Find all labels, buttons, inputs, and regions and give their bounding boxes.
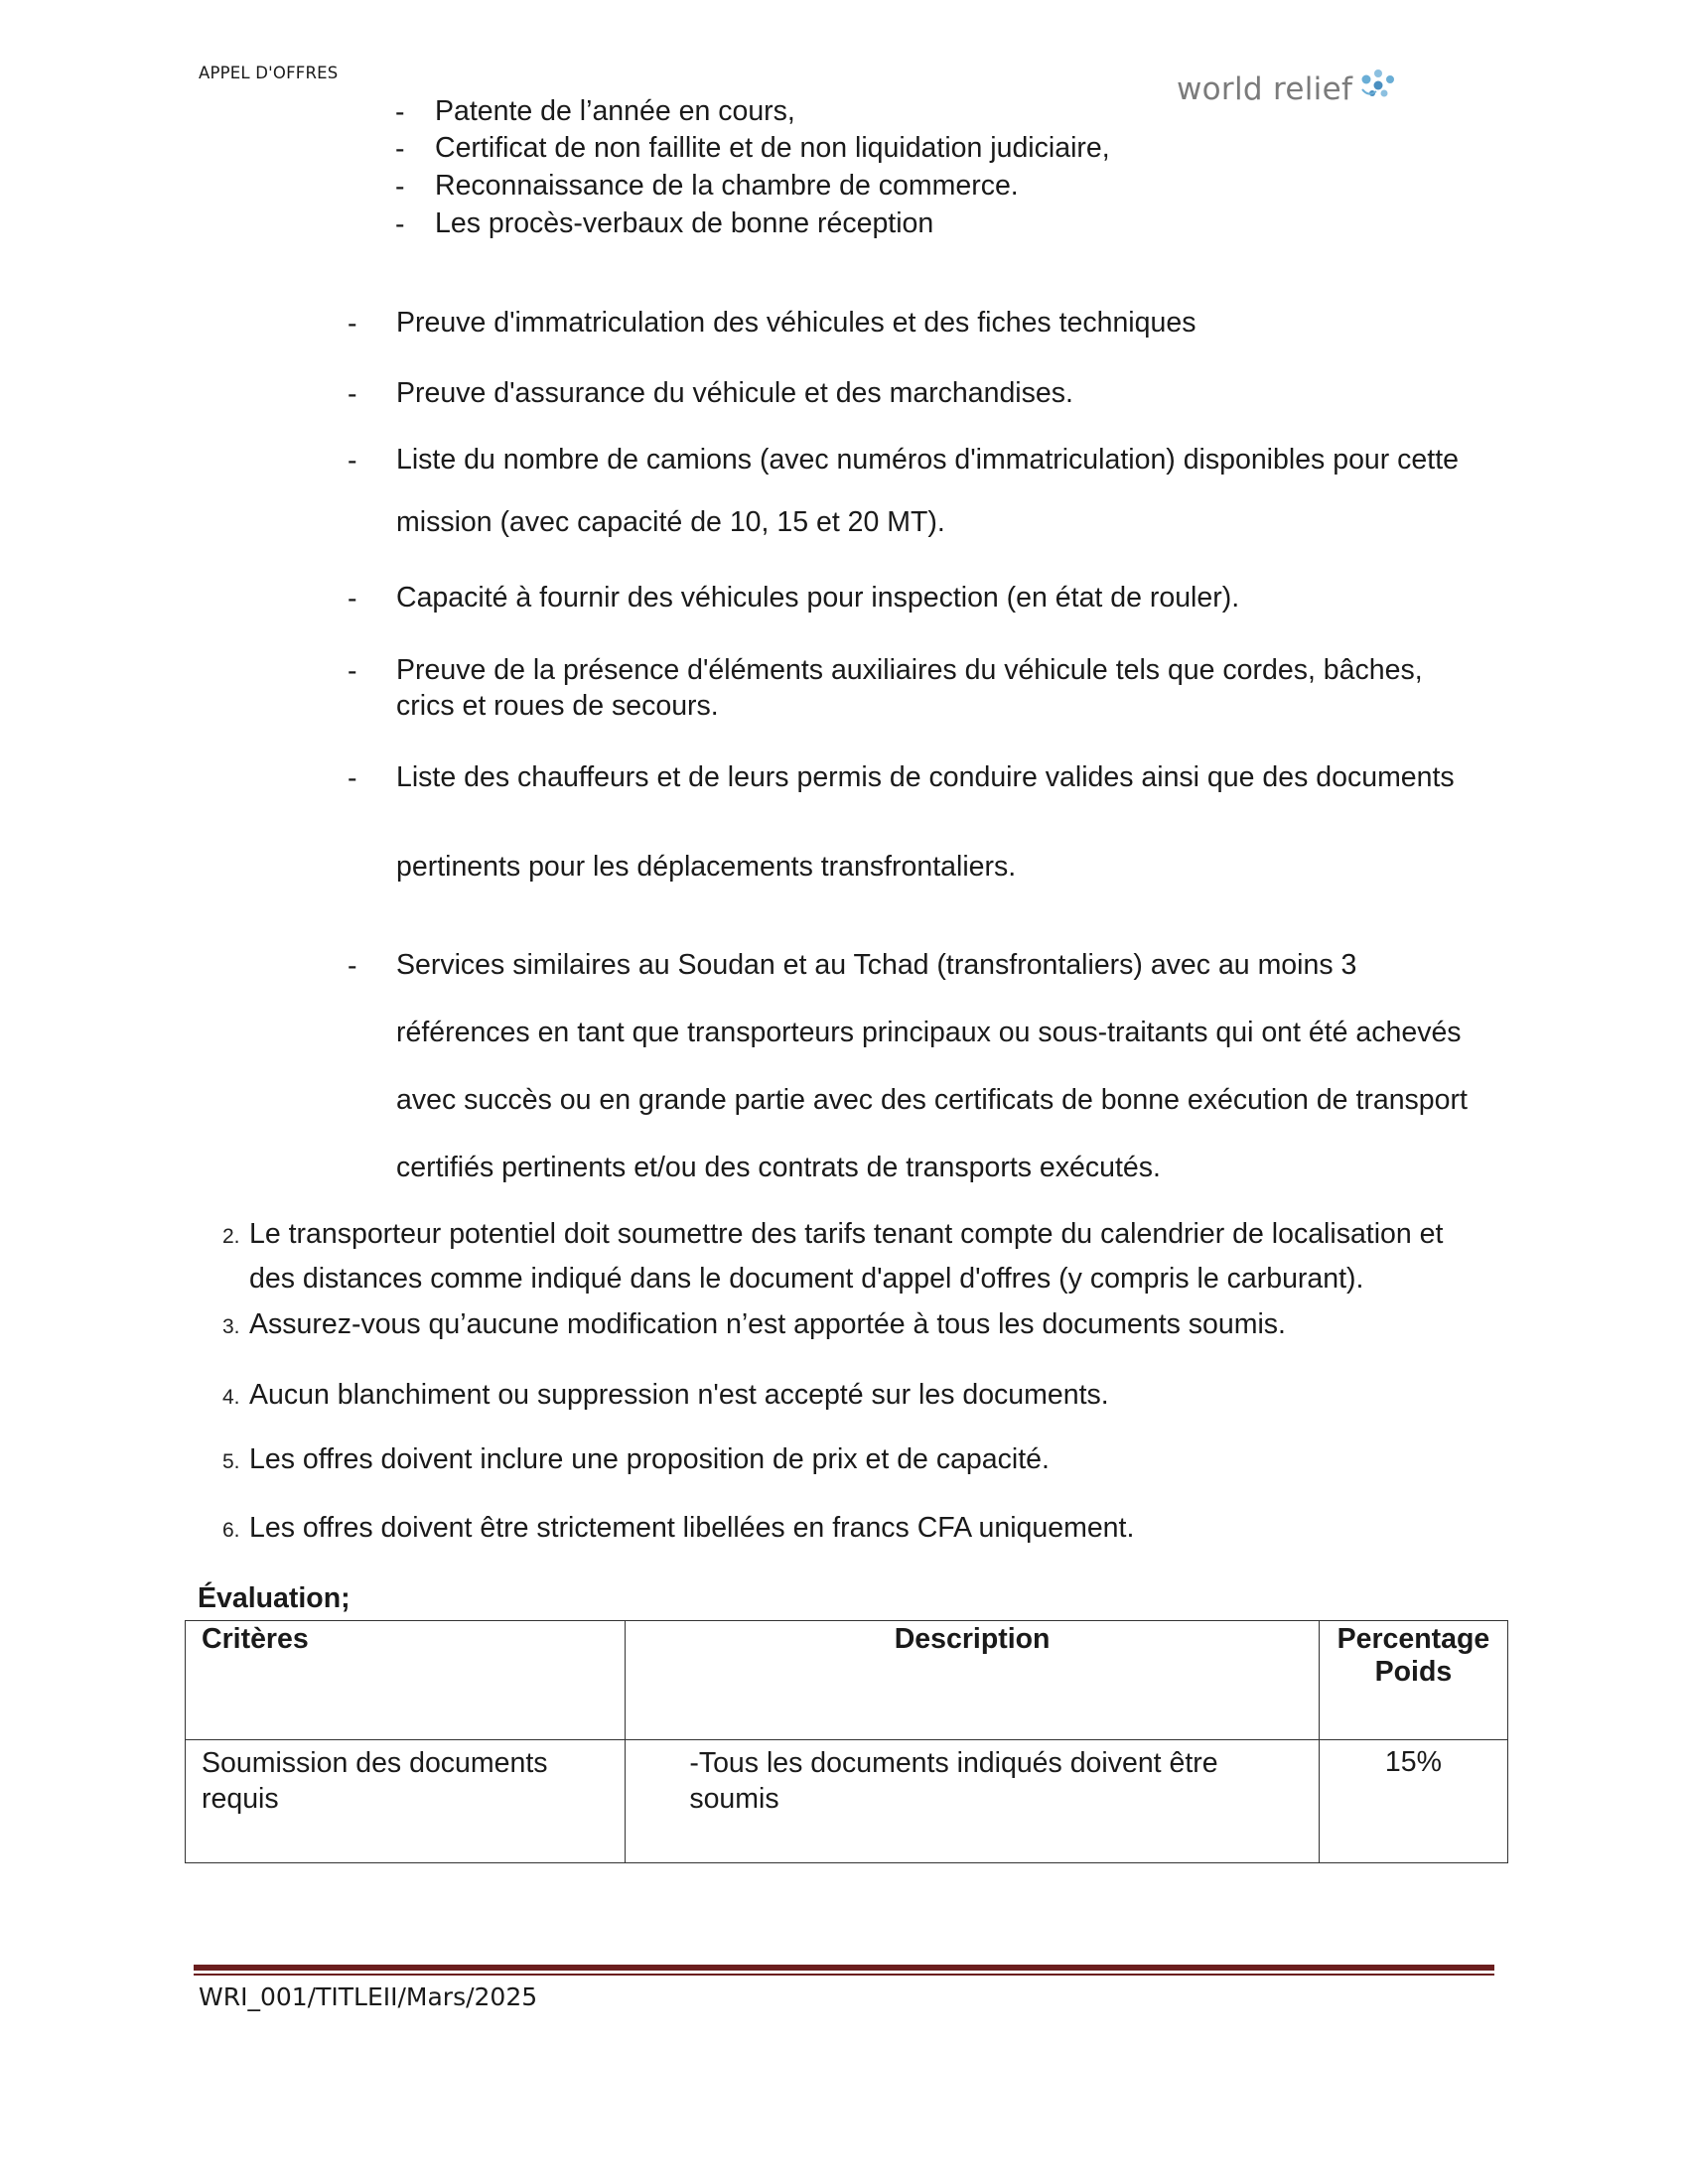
header-weight-line2: Poids [1374,1656,1453,1688]
requirement-dash: - [348,445,357,477]
sublist-dash: - [395,133,405,165]
header-weight [1319,1621,1507,1740]
cell-description-line2: soumis [689,1782,779,1815]
table-header-row [186,1621,1508,1740]
cell-criteria-line1: Soumission des documents [202,1747,548,1779]
numbered-item-continued: des distances comme indiqué dans le document d'appel d'offres (y compris le carburant). [249,1263,1364,1295]
footer-rule-thin [194,1974,1494,1976]
sublist-item: Les procès-verbaux de bonne réception [435,207,934,239]
requirement-item-continued: crics et roues de secours. [396,690,719,722]
requirement-item-continued: mission (avec capacité de 10, 15 et 20 MT). [396,506,945,538]
requirement-item: Liste des chauffeurs et de leurs permis de conduire valides ainsi que des documents [396,761,1455,793]
requirement-dash: - [348,583,357,614]
footer-rule [194,1965,1494,1971]
list-number: 4. [222,1386,240,1409]
world-relief-logo [1177,69,1402,108]
cell-criteria-line2: requis [202,1782,279,1815]
table-row [186,1740,1508,1863]
header-weight-line1: Percentage [1336,1623,1490,1655]
list-number: 6. [222,1519,240,1542]
list-number: 5. [222,1450,240,1473]
sublist-dash: - [395,171,405,203]
requirement-item: Services similaires au Soudan et au Tchad (transfrontaliers) avec au moins 3 [396,949,1357,981]
list-number: 3. [222,1315,240,1338]
requirement-item-continued: certifiés pertinents et/ou des contrats de transports exécutés. [396,1152,1161,1183]
header-label: APPEL D'OFFRES [199,64,339,82]
numbered-item: Assurez-vous qu’aucune modification n’est apportée à tous les documents soumis. [249,1308,1286,1340]
requirement-dash: - [348,950,357,982]
requirement-dash: - [348,762,357,794]
footer-code: WRI_001/TITLEII/Mars/2025 [199,1982,538,2011]
cell-description-line1: -Tous les documents indiqués doivent être [689,1747,1218,1779]
cell-criteria [186,1740,626,1863]
requirement-item: Liste du nombre de camions (avec numéros d'immatriculation) disponibles pour cette [396,444,1459,476]
cell-weight: 15% [1319,1740,1507,1863]
sublist-item: Certificat de non faillite et de non liquidation judiciaire, [435,132,1110,164]
requirement-item-continued: avec succès ou en grande partie avec des certificats de bonne exécution de transport [396,1084,1468,1116]
sublist-dash: - [395,96,405,128]
cell-description [626,1740,1320,1863]
logo-text: world relief [1177,70,1353,107]
sublist-item: Patente de l’année en cours, [435,95,795,127]
requirement-item: Preuve d'immatriculation des véhicules et des fiches techniques [396,307,1196,339]
header-description: Description [626,1621,1320,1740]
numbered-item: Les offres doivent inclure une proposition de prix et de capacité. [249,1443,1050,1475]
requirement-item-continued: références en tant que transporteurs principaux ou sous-traitants qui ont été achevés [396,1017,1462,1048]
world-relief-mark-icon [1356,64,1402,108]
numbered-item: Aucun blanchiment ou suppression n'est accepté sur les documents. [249,1379,1109,1411]
header-criteria: Critères [186,1621,626,1740]
evaluation-title: Évaluation; [198,1582,351,1614]
numbered-item: Les offres doivent être strictement libellées en francs CFA uniquement. [249,1512,1135,1544]
sublist-dash: - [395,208,405,240]
evaluation-table [185,1620,1508,1863]
requirement-item: Capacité à fournir des véhicules pour inspection (en état de rouler). [396,582,1240,614]
list-number: 2. [222,1225,240,1248]
requirement-dash: - [348,655,357,687]
requirement-dash: - [348,308,357,340]
requirement-dash: - [348,378,357,410]
requirement-item: Preuve de la présence d'éléments auxiliaires du véhicule tels que cordes, bâches, [396,654,1423,686]
sublist-item: Reconnaissance de la chambre de commerce. [435,170,1019,202]
numbered-item: Le transporteur potentiel doit soumettre des tarifs tenant compte du calendrier de localisation et [249,1218,1444,1250]
requirement-item: Preuve d'assurance du véhicule et des marchandises. [396,377,1073,409]
requirement-item-continued: pertinents pour les déplacements transfrontaliers. [396,851,1017,883]
